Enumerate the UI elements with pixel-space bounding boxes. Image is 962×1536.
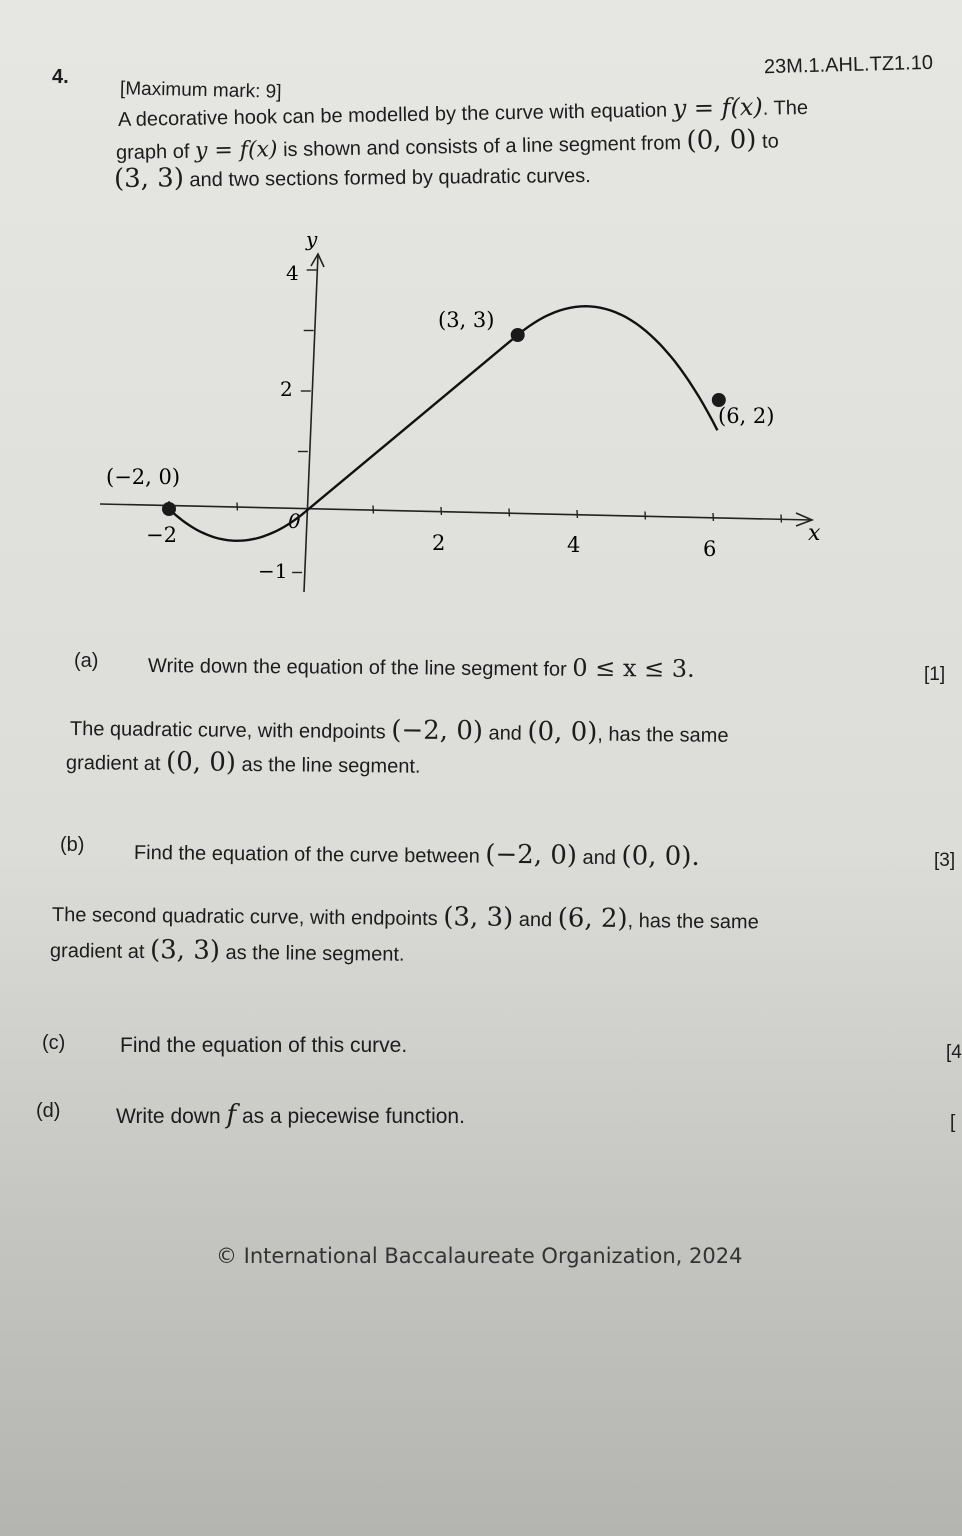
x-axis-label: x	[808, 521, 821, 546]
x-tick-label-neg2: −2	[146, 523, 177, 547]
part-d-marks: [	[950, 1112, 956, 1133]
x-tick-label-4: 4	[567, 533, 581, 557]
question-ref-code: 23M.1.AHL.TZ1.10	[763, 51, 934, 79]
stem-b-line-1: The quadratic curve, with endpoints (−2, 0) and (0, 0), has the same	[69, 715, 729, 748]
intro-line-2: graph of y = f(x) is shown and consists of a line segment from (0, 0) to	[115, 124, 779, 164]
stem-b-line-2: gradient at (0, 0) as the line segment.	[65, 747, 421, 778]
point-label-3-3: (3, 3)	[438, 308, 495, 332]
endpoint-dot	[511, 328, 525, 342]
line-segment	[305, 335, 518, 512]
part-a-text: Write down the equation of the line segment for 0 ≤ x ≤ 3.	[147, 653, 695, 683]
point-label-neg2-0: (−2, 0)	[106, 465, 181, 489]
part-d-label: (d)	[36, 1100, 61, 1122]
part-c-marks: [4	[946, 1042, 962, 1063]
y-axis-label: y	[306, 227, 318, 251]
stem-c-line-1: The second quadratic curve, with endpoints (3, 3) and (6, 2), has the same	[51, 902, 759, 935]
endpoint-dot	[162, 502, 176, 516]
function-graph	[0, 0, 962, 600]
intro-line-1: A decorative hook can be modelled by the curve with equation y = f(x). The	[117, 92, 809, 131]
part-c-label: (c)	[42, 1032, 66, 1054]
x-tick-label-6: 6	[703, 537, 717, 561]
quadratic-segment-right	[518, 306, 718, 430]
part-a-label: (a)	[74, 650, 99, 672]
quadratic-segment-left	[169, 509, 305, 541]
y-tick-label-2: 2	[280, 377, 293, 401]
intro-line-3: (3, 3) and two sections formed by quadratic curves.	[113, 163, 591, 194]
y-tick-label-neg1: −1	[258, 559, 288, 583]
stem-c-line-2: gradient at (3, 3) as the line segment.	[49, 935, 405, 966]
part-b-label: (b)	[60, 834, 85, 856]
copyright-footer: © International Baccalaureate Organization, 2024	[216, 1244, 743, 1268]
y-tick-label-4: 4	[286, 261, 299, 285]
point-label-6-2: (6, 2)	[718, 404, 775, 428]
question-number: 4.	[52, 66, 69, 88]
part-c-text: Find the equation of this curve.	[120, 1034, 408, 1057]
part-d-text: Write down f as a piecewise function.	[116, 1100, 465, 1130]
x-tick-label-0: 0	[288, 509, 301, 533]
x-tick-label-2: 2	[432, 531, 446, 555]
part-b-text: Find the equation of the curve between (−2, 0) and (0, 0).	[133, 839, 700, 872]
x-axis	[100, 504, 812, 520]
y-axis	[304, 254, 318, 592]
part-a-marks: [1]	[924, 664, 946, 685]
max-mark: [Maximum mark: 9]	[119, 78, 282, 103]
part-b-marks: [3]	[934, 850, 956, 871]
endpoint-markers	[162, 328, 726, 516]
